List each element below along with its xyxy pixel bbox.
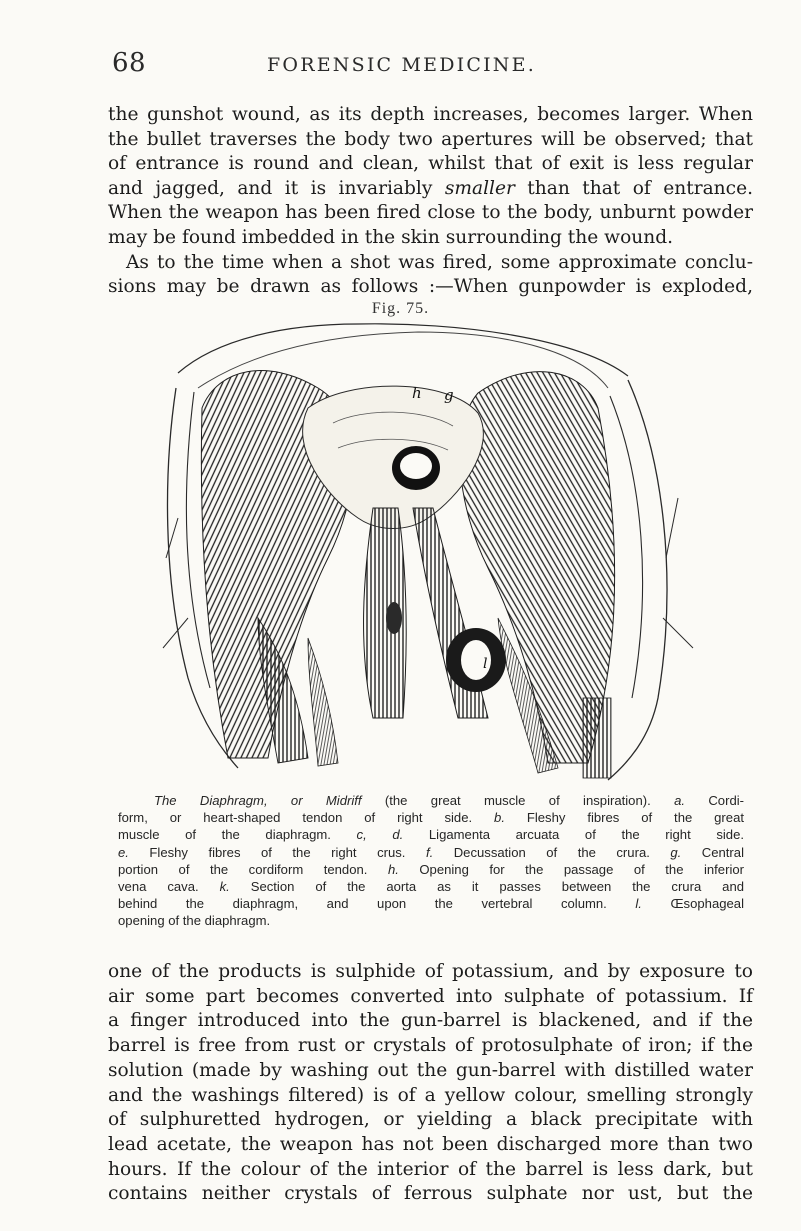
- text-line: a finger introduced into the gun-barrel is blackened, and if the: [108, 1010, 753, 1032]
- caption-line: [118, 809, 744, 826]
- caption-run: Opening for the passage of the inferior: [398, 861, 745, 877]
- caption-key: f.: [425, 844, 434, 860]
- caption-run: Fleshy fibres of the right crus.: [128, 844, 406, 860]
- caption-key: l.: [635, 896, 642, 912]
- text-line: As to the time when a shot was fired, some approximate conclu-: [126, 251, 753, 273]
- text-line: When the weapon has been fired close to the body, unburnt powder: [108, 202, 753, 224]
- page-header: [112, 48, 691, 84]
- figure-marker-l: l: [483, 656, 488, 672]
- text-line: hours. If the colour of the interior of the barrel is less dark, but: [108, 1158, 753, 1180]
- caption-line: [118, 826, 744, 843]
- text-line: barrel is free from rust or crystals of protosulphate of iron; if the: [108, 1035, 753, 1057]
- caption-line: [118, 844, 744, 861]
- caption-run: muscle of the diaphragm.: [118, 827, 331, 843]
- running-head: FORENSIC MEDICINE.: [267, 54, 536, 76]
- text-line: of sulphuretted hydrogen, or yielding a black precipitate with: [108, 1109, 753, 1131]
- caption-run: behind the diaphragm, and upon the vertebral column.: [118, 896, 607, 912]
- text-line: solution (made by washing out the gun-barrel with distilled water: [108, 1059, 753, 1081]
- text-line: sions may be drawn as follows :—When gunpowder is exploded,: [108, 276, 753, 298]
- caption-run: Œsophageal: [641, 896, 744, 912]
- text-line: one of the products is sulphide of potassium, and by exposure to: [108, 961, 753, 982]
- text-line: contains neither crystals of ferrous sulphate nor ust, but the: [108, 1183, 753, 1205]
- text-line: and the washings filtered) is of a yellow colour, smelling strongly: [108, 1084, 753, 1106]
- caption-line: [118, 861, 744, 878]
- page-number: 68: [112, 48, 147, 78]
- caption-run: Ligamenta arcuata of the right side.: [403, 827, 744, 843]
- caption-line: opening of the diaphragm.: [118, 913, 271, 929]
- text-line: [108, 177, 753, 202]
- body-paragraph-bottom: [108, 960, 753, 1207]
- figure-caption: [118, 792, 744, 930]
- text-line: lead acetate, the weapon has not been discharged more than two: [108, 1133, 753, 1155]
- figure-marker-h: h: [412, 384, 422, 402]
- caption-key: c, d.: [356, 827, 404, 843]
- caption-line: [118, 792, 744, 809]
- caption-key: g.: [670, 844, 682, 860]
- caption-key: e.: [118, 844, 129, 860]
- caption-run: Decussation of the crura.: [433, 844, 650, 860]
- text-line: of entrance is round and clean, whilst that of exit is less regular: [108, 153, 753, 175]
- caption-run: portion of the cordiform tendon.: [118, 861, 368, 877]
- caption-key: a.: [674, 793, 686, 808]
- caption-key: h.: [387, 861, 399, 877]
- caption-title: The Diaphragm, or Midriff: [154, 793, 362, 808]
- diaphragm-illustration: [158, 318, 698, 788]
- text-line: the bullet traverses the body two apertures will be observed; that: [108, 128, 753, 150]
- caption-key: k.: [219, 879, 230, 895]
- caption-run: form, or heart-shaped tendon of right side.: [118, 810, 473, 826]
- text-run: and jagged, and it is invariably: [108, 177, 433, 199]
- caption-run: (the great muscle of inspiration).: [361, 793, 651, 808]
- caption-run: Central: [681, 844, 744, 860]
- text-line: may be found imbedded in the skin surrounding the wound.: [108, 226, 674, 248]
- caption-key: b.: [494, 810, 505, 826]
- caption-run: Cordi-: [685, 793, 745, 808]
- caption-line: [118, 878, 744, 895]
- body-paragraph-top: [108, 103, 753, 300]
- caption-run: vena cava.: [118, 879, 199, 895]
- caption-line: [118, 895, 744, 912]
- figure-marker-g: g: [444, 386, 454, 404]
- text-line: air some part becomes converted into sulphate of potassium. If: [108, 985, 753, 1007]
- text-line: the gunshot wound, as its depth increases, becomes larger. When: [108, 104, 753, 125]
- text-run: than that of entrance.: [514, 177, 753, 199]
- caption-run: Fleshy fibres of the great: [504, 810, 744, 826]
- caption-run: Section of the aorta as it passes between the crura and: [229, 879, 745, 895]
- figure-label: Fig. 75.: [371, 300, 430, 317]
- emphasis-smaller: smaller: [444, 177, 515, 199]
